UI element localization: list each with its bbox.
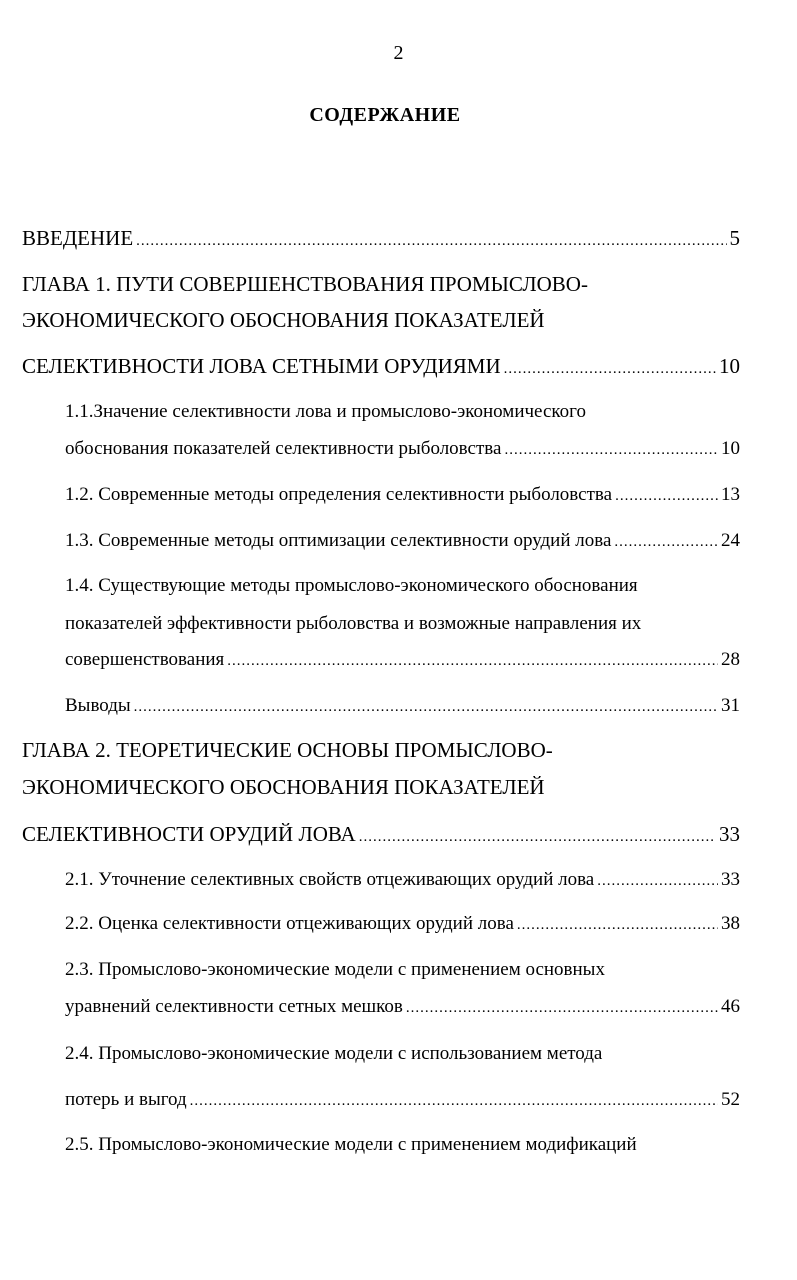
toc-entry-section-2-1 [65, 868, 740, 892]
toc-chapter-1-line-2: ЭКОНОМИЧЕСКОГО ОБОСНОВАНИЯ ПОКАЗАТЕЛЕЙ [22, 308, 545, 332]
toc-entry-section-1-4 [65, 648, 740, 672]
toc-section-2-4-line-1: 2.4. Промыслово-экономические модели с использованием метода [65, 1043, 603, 1064]
dot-leader [615, 484, 718, 508]
dot-leader [614, 530, 718, 554]
dot-leader [134, 695, 718, 719]
toc-entry-section-2-3 [65, 995, 740, 1019]
dot-leader [190, 1089, 718, 1113]
dot-leader [517, 913, 718, 937]
toc-entry-text: СЕЛЕКТИВНОСТИ ОРУДИЙ ЛОВА [22, 822, 356, 846]
toc-page-number: 33 [721, 869, 740, 890]
toc-entry-text: Выводы [65, 695, 131, 716]
toc-chapter-2-line-1: ГЛАВА 2. ТЕОРЕТИЧЕСКИЕ ОСНОВЫ ПРОМЫСЛОВО- [22, 738, 553, 762]
toc-entry-section-2-4 [65, 1088, 740, 1112]
page-title: СОДЕРЖАНИЕ [309, 104, 461, 126]
toc-entry-text: уравнений селективности сетных мешков [65, 996, 403, 1017]
toc-page-number: 28 [721, 649, 740, 670]
toc-section-1-1-line-1: 1.1.Значение селективности лова и промыслово-экономического [65, 401, 586, 422]
toc-page-number: 52 [721, 1089, 740, 1110]
toc-entry-section-1-1 [65, 437, 740, 461]
toc-entry-text: 1.3. Современные методы оптимизации селективности орудий лова [65, 530, 612, 551]
toc-entry-text: 2.2. Оценка селективности отцеживающих орудий лова [65, 913, 514, 934]
toc-section-1-4-line-1: 1.4. Существующие методы промыслово-экономического обоснования [65, 575, 638, 596]
toc-entry-chapter-1 [22, 354, 740, 378]
dot-leader [136, 229, 726, 253]
toc-section-1-4-line-2: показателей эффективности рыболовства и возможные направления их [65, 613, 642, 634]
toc-entry-text: потерь и выгод [65, 1089, 187, 1110]
dot-leader [504, 357, 716, 381]
toc-entry-text: совершенствования [65, 649, 225, 670]
dot-leader [359, 825, 716, 849]
page-number: 2 [393, 42, 404, 64]
dot-leader [504, 438, 718, 462]
toc-entry-section-1-3 [65, 529, 740, 553]
toc-entry-text: ВВЕДЕНИЕ [22, 226, 134, 250]
toc-entry-text: СЕЛЕКТИВНОСТИ ЛОВА СЕТНЫМИ ОРУДИЯМИ [22, 354, 501, 378]
toc-entry-conclusions [65, 694, 740, 718]
toc-page-number: 38 [721, 913, 740, 934]
toc-section-2-3-line-1: 2.3. Промыслово-экономические модели с применением основных [65, 959, 605, 980]
toc-page-number: 10 [719, 354, 740, 378]
toc-entry-text: 1.2. Современные методы определения селективности рыболовства [65, 484, 613, 505]
toc-entry-section-1-2 [65, 483, 740, 507]
toc-page-number: 5 [729, 226, 740, 250]
dot-leader [406, 996, 718, 1020]
toc-page-number: 33 [719, 822, 740, 846]
dot-leader [227, 649, 718, 673]
toc-page-number: 10 [721, 438, 740, 459]
toc-page-number: 46 [721, 996, 740, 1017]
toc-page-number: 13 [721, 484, 740, 505]
dot-leader [597, 869, 718, 893]
toc-entry-text: 2.1. Уточнение селективных свойств отцеживающих орудий лова [65, 869, 595, 890]
toc-page-number: 24 [721, 530, 740, 551]
toc-entry-chapter-2 [22, 822, 740, 846]
toc-section-2-5-line-1: 2.5. Промыслово-экономические модели с применением модификаций [65, 1134, 637, 1155]
toc-page-number: 31 [721, 695, 740, 716]
toc-chapter-1-line-1: ГЛАВА 1. ПУТИ СОВЕРШЕНСТВОВАНИЯ ПРОМЫСЛОВО- [22, 272, 588, 296]
toc-chapter-2-line-2: ЭКОНОМИЧЕСКОГО ОБОСНОВАНИЯ ПОКАЗАТЕЛЕЙ [22, 775, 545, 799]
toc-entry-text: обоснования показателей селективности рыболовства [65, 438, 502, 459]
toc-entry-section-2-2 [65, 912, 740, 936]
toc-entry-introduction [22, 226, 740, 250]
